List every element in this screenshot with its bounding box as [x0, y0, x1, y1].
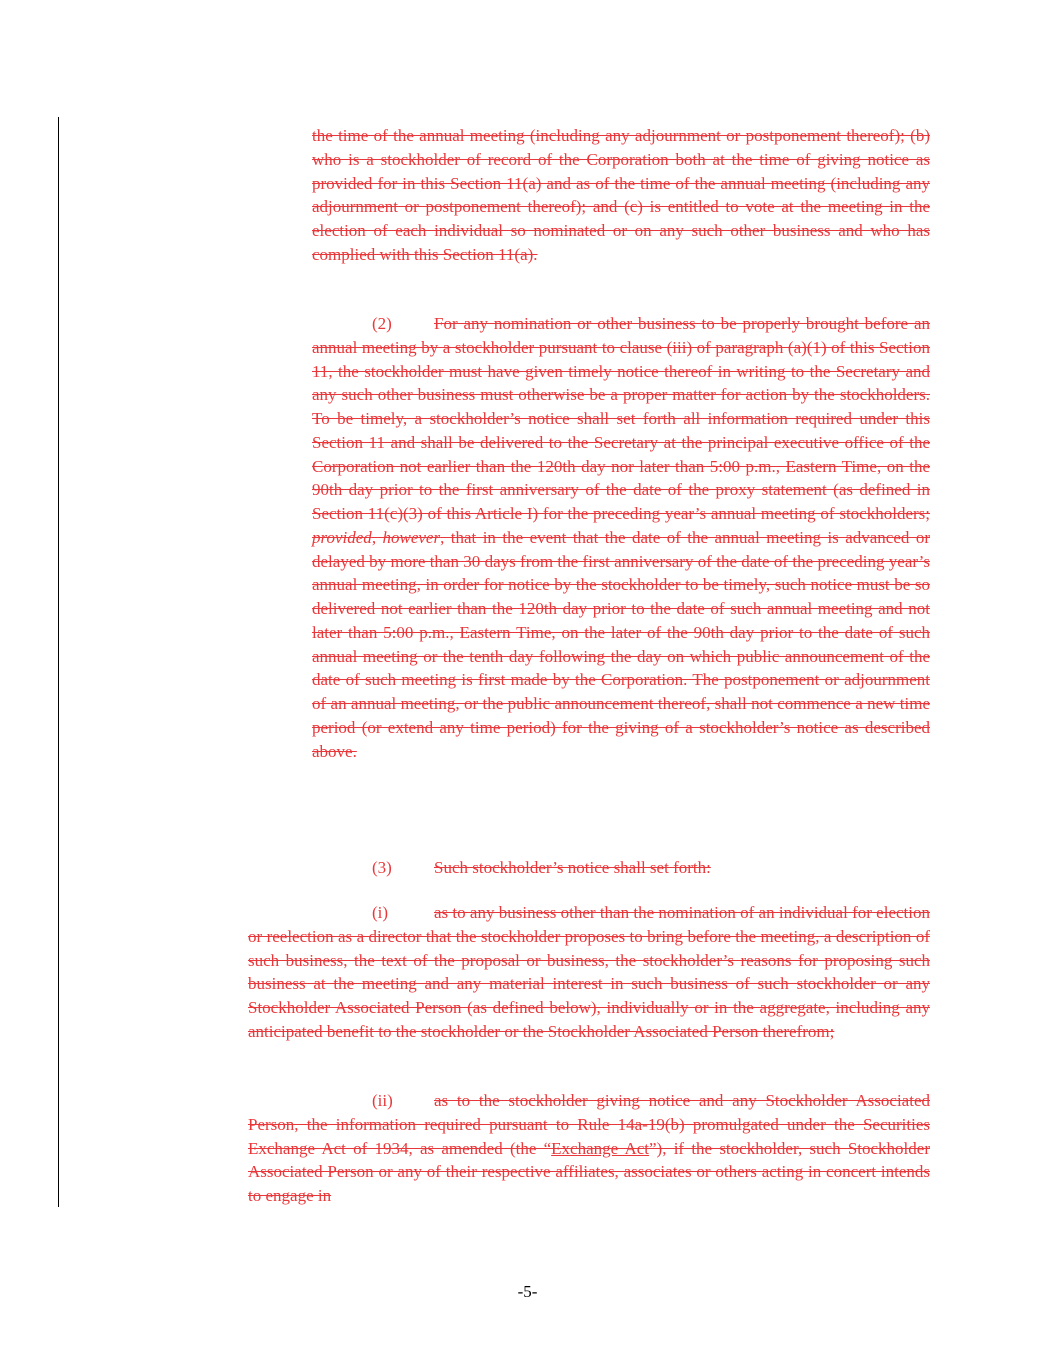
- paragraph-5-text-after: ”), if the stockholder, such Stockholder Associated Person or any of their respective affiliates, associates or others acting in concert intends to engage in: [248, 1138, 930, 1205]
- paragraph-2-italic-however: however: [382, 527, 441, 547]
- paragraph-4: [248, 901, 930, 1044]
- change-bar: [58, 117, 59, 1207]
- paragraph-4-number: (i): [372, 903, 389, 922]
- paragraph-2-number: (2): [372, 314, 392, 333]
- paragraph-1: [312, 124, 930, 267]
- paragraph-2-text-before: For any nomination or other business to be properly brought before an annual meeting by a stockholder pursuant to clause (iii) of paragraph (a)(1) of this Section 11, the stockholder must have given timely notice thereof in writing to the Secretary and any such other business must otherwise be a proper matter for action by the stockholders. To be timely, a stockholder’s notice shall set forth all information required under this Section 11 and shall be delivered to the Secretary at the principal executive office of the Corporation not earlier than the 120th day nor later than 5:00 p.m., Eastern Time, on the 90th day prior to the first anniversary of the date of the proxy statement (as defined in Section 11(c)(3) of this Article I) for the preceding year’s annual meeting of stockholders;: [312, 314, 930, 523]
- paragraph-5-number: (ii): [372, 1091, 393, 1110]
- paragraph-2-text-after: , that in the event that the date of the annual meeting is advanced or delayed by more than 30 days from the first anniversary of the date of the preceding year’s annual meeting, in order for notice by the stockholder to be timely, such notice must be so delivered not earlier than the 120th day prior to the date of such annual meeting and not later than 5:00 p.m., Eastern Time, on the later of the 90th day prior to the date of such annual meeting or the tenth day following the day on which public announcement of the date of such meeting is first made by the Corporation. The postponement or adjournment of an annual meeting, or the public announcement thereof, shall not commence a new time period (or extend any time period) for the giving of a stockholder’s notice as described above.: [312, 527, 930, 761]
- page-number: -5-: [517, 1282, 538, 1301]
- paragraph-5-text-before: as to the stockholder giving notice and any Stockholder Associated Person, the information required pursuant to Rule 14a-19(b) promulgated under the Securities Exchange Act of 1934, as amended (the “: [248, 1091, 930, 1158]
- paragraph-3: [312, 856, 930, 880]
- paragraph-3-text: Such stockholder’s notice shall set forth:: [434, 858, 711, 877]
- paragraph-5: [248, 1089, 930, 1208]
- paragraph-3-number: (3): [372, 858, 392, 877]
- defined-term-exchange-act: Exchange Act: [551, 1138, 650, 1158]
- paragraph-2-comma: ,: [371, 527, 383, 547]
- paragraph-1-text: the time of the annual meeting (including any adjournment or postponement thereof); (b) who is a stockholder of record of the Corporation both at the time of giving notice as provided for in this Section 11(a) and as of the time of the annual meeting (including any adjournment or postponement thereof); and (c) is entitled to vote at the meeting in the election of each individual so nominated or on any such other business and who has complied with this Section 11(a).: [312, 126, 930, 264]
- paragraph-4-text: as to any business other than the nomination of an individual for election or reelection as a director that the stockholder proposes to bring before the meeting, a description of such business, the text of the proposal or business, the stockholder’s reasons for proposing such business at the meeting and any material interest in such business of such stockholder or any Stockholder Associated Person (as defined below), individually or in the aggregate, including any anticipated benefit to the stockholder or the Stockholder Associated Person therefrom;: [248, 903, 930, 1041]
- paragraph-2: [312, 312, 930, 763]
- paragraph-2-italic-provided: provided: [312, 527, 372, 547]
